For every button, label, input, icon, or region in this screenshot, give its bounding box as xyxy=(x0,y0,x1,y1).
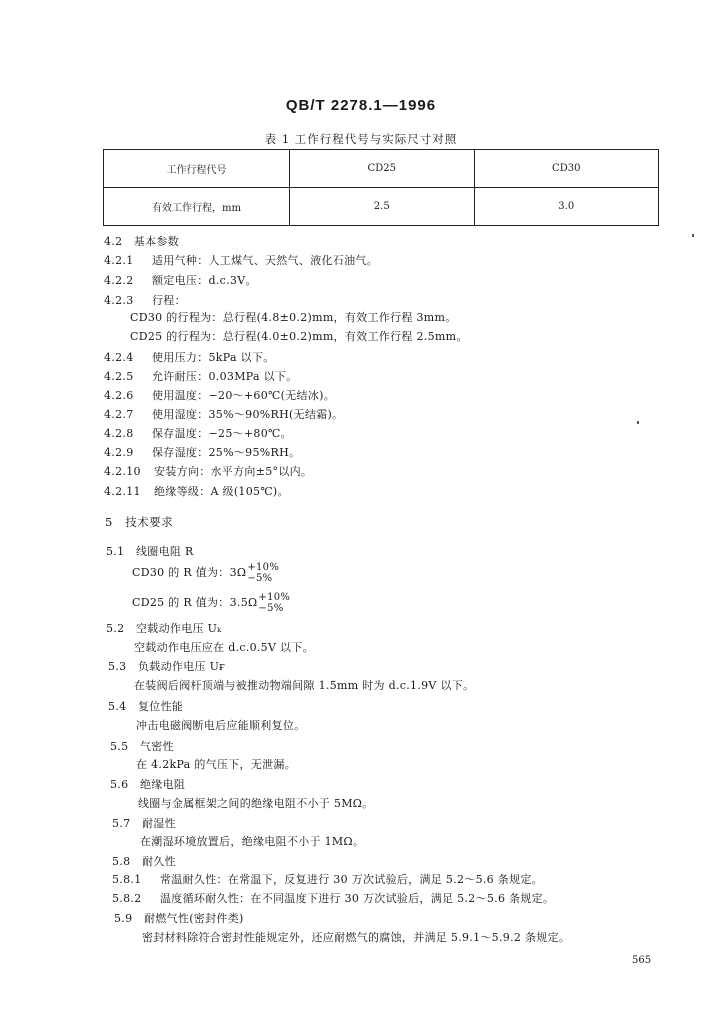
item-text: 使用压力：5kPa 以下。 xyxy=(152,351,275,364)
list-item xyxy=(112,815,176,831)
tolerance xyxy=(247,562,279,584)
item-number: 4.2.5 xyxy=(104,370,134,383)
list-item xyxy=(104,387,335,403)
item-text: 使用湿度：35%～90%RH(无结霜)。 xyxy=(152,408,344,421)
item-text: 使用温度：−20～+60℃(无结冰)。 xyxy=(152,389,336,402)
item-text: 气密性 xyxy=(140,740,174,753)
item-number: 4.2.8 xyxy=(104,427,134,440)
item-number: 5.5 xyxy=(110,740,129,753)
table-cell: CD25 xyxy=(290,150,475,188)
list-item xyxy=(104,272,257,288)
item-number: 4.2.1 xyxy=(104,254,134,267)
item-text: 保存温度：−25～+80℃。 xyxy=(152,427,292,440)
document-header: QB/T 2278.1—1996 xyxy=(285,97,437,114)
list-item xyxy=(104,349,275,365)
item-number: 5.3 xyxy=(108,660,127,673)
item-text: 额定电压：d.c.3V。 xyxy=(152,274,257,287)
list-item xyxy=(112,890,554,906)
list-item xyxy=(138,795,373,811)
resistance-cd25 xyxy=(132,592,290,614)
item-number: 4.2.10 xyxy=(104,465,141,478)
list-item xyxy=(140,833,364,849)
section-heading-4-2 xyxy=(104,233,179,249)
list-item xyxy=(134,677,474,693)
scan-speck xyxy=(637,421,639,424)
item-number: 5.4 xyxy=(108,700,127,713)
table-row xyxy=(104,188,659,226)
item-text: 空载动作电压 Uₖ xyxy=(136,622,222,635)
item-text: CD25 的行程为：总行程(4.0±0.2)mm，有效工作行程 2.5mm。 xyxy=(130,330,468,343)
resistance-text: CD25 的 R 值为：3.5Ω xyxy=(132,596,258,609)
list-item xyxy=(108,658,225,674)
tolerance-lower: −5% xyxy=(258,603,284,614)
item-text: 空载动作电压应在 d.c.0.5V 以下。 xyxy=(134,641,314,654)
list-item xyxy=(110,738,174,754)
list-item xyxy=(136,717,306,733)
item-text: 线圈电阻 R xyxy=(136,545,194,558)
item-number: 5.8.1 xyxy=(112,873,142,886)
item-number: 5.1 xyxy=(106,545,125,558)
item-number: 5.2 xyxy=(106,622,125,635)
list-item xyxy=(104,252,378,268)
item-text: 在装阀后阀杆顶端与被推动物端间隙 1.5mm 时为 d.c.1.9V 以下。 xyxy=(134,679,475,692)
item-text: 耐久性 xyxy=(142,855,176,868)
item-text: 密封材料除符合密封性能规定外，还应耐燃气的腐蚀，并满足 5.9.1～5.9.2 条规定。 xyxy=(142,931,571,944)
tolerance-upper: +10% xyxy=(247,562,280,573)
item-number: 4.2.7 xyxy=(104,408,134,421)
list-item xyxy=(130,328,468,344)
list-item xyxy=(104,425,292,441)
tolerance-lower: −5% xyxy=(247,573,273,584)
list-item xyxy=(104,368,298,384)
item-number: 5.9 xyxy=(114,912,133,925)
item-number: 4.2.3 xyxy=(104,294,134,307)
section-title: 基本参数 xyxy=(133,235,179,248)
item-text: 行程： xyxy=(152,294,186,307)
item-text: 适用气种：人工煤气、天然气、液化石油气。 xyxy=(152,254,378,267)
list-item xyxy=(104,483,289,499)
item-text: 温度循环耐久性：在不同温度下进行 30 万次试验后，满足 5.2～5.6 条规定。 xyxy=(160,892,555,905)
list-item xyxy=(104,406,343,422)
section-number: 4.2 xyxy=(104,235,123,248)
list-item xyxy=(112,871,543,887)
list-item xyxy=(136,756,296,772)
item-text: 绝缘等级：A 级(105℃)。 xyxy=(154,485,289,498)
subsection-5-1 xyxy=(106,543,194,559)
list-item xyxy=(104,463,312,479)
item-number: 4.2.9 xyxy=(104,446,134,459)
list-item xyxy=(104,444,300,460)
item-text: 安装方向：水平方向±5°以内。 xyxy=(154,465,313,478)
item-number: 4.2.11 xyxy=(104,485,141,498)
list-item xyxy=(104,292,186,308)
resistance-text: CD30 的 R 值为：3Ω xyxy=(132,566,247,579)
tolerance xyxy=(258,592,290,614)
travel-table xyxy=(103,149,659,226)
section-heading-5 xyxy=(105,514,173,530)
table-cell: 有效工作行程，mm xyxy=(104,188,290,226)
item-text: 在 4.2kPa 的气压下，无泄漏。 xyxy=(136,758,297,771)
item-text: 绝缘电阻 xyxy=(140,778,186,791)
item-number: 4.2.2 xyxy=(104,274,134,287)
tolerance-upper: +10% xyxy=(258,592,291,603)
item-text: 常温耐久性：在常温下，反复进行 30 万次试验后，满足 5.2～5.6 条规定。 xyxy=(160,873,543,886)
section-title: 技术要求 xyxy=(125,515,174,529)
item-number: 5.7 xyxy=(112,817,131,830)
list-item xyxy=(130,309,457,325)
scan-speck xyxy=(692,234,694,237)
list-item xyxy=(108,698,183,714)
item-text: 复位性能 xyxy=(138,700,184,713)
item-text: 耐湿性 xyxy=(142,817,176,830)
item-number: 4.2.4 xyxy=(104,351,134,364)
list-item xyxy=(106,620,221,636)
item-number: 5.6 xyxy=(110,778,129,791)
item-text: 冲击电磁阀断电后应能顺利复位。 xyxy=(136,719,306,732)
table-cell: 工作行程代号 xyxy=(104,150,290,188)
item-text: 线圈与金属框架之间的绝缘电阻不小于 5MΩ。 xyxy=(138,797,374,810)
section-number: 5 xyxy=(105,515,113,529)
list-item xyxy=(114,910,244,926)
item-text: CD30 的行程为：总行程(4.8±0.2)mm，有效工作行程 3mm。 xyxy=(130,311,457,324)
item-text: 负载动作电压 Uғ xyxy=(138,660,226,673)
table-caption: 表 1 工作行程代号与实际尺寸对照 xyxy=(264,132,458,146)
table-cell: 3.0 xyxy=(474,188,659,226)
list-item xyxy=(142,929,570,945)
table-cell: CD30 xyxy=(474,150,659,188)
list-item xyxy=(134,639,314,655)
item-text: 耐燃气性(密封件类) xyxy=(144,912,244,925)
list-item xyxy=(110,776,185,792)
table-row xyxy=(104,150,659,188)
resistance-cd30 xyxy=(132,562,279,584)
item-text: 允许耐压：0.03MPa 以下。 xyxy=(152,370,298,383)
item-text: 保存湿度：25%～95%RH。 xyxy=(152,446,301,459)
page-number: 565 xyxy=(632,955,652,966)
item-number: 5.8 xyxy=(112,855,131,868)
item-text: 在潮湿环境放置后，绝缘电阻不小于 1MΩ。 xyxy=(140,835,365,848)
list-item xyxy=(112,853,176,869)
item-number: 5.8.2 xyxy=(112,892,142,905)
item-number: 4.2.6 xyxy=(104,389,134,402)
table-cell: 2.5 xyxy=(290,188,475,226)
